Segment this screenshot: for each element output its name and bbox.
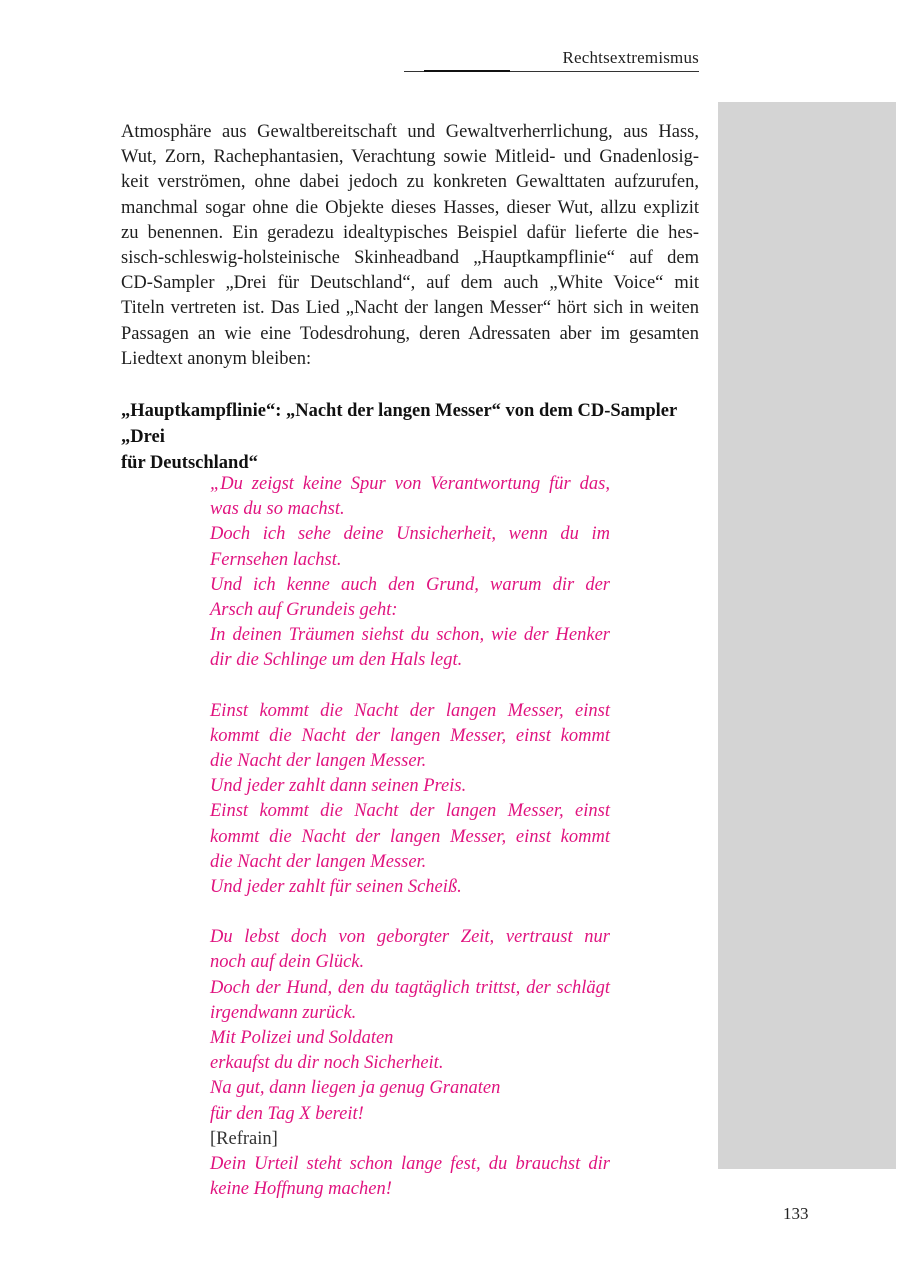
lyric-line: Und ich kenne auch den Grund, warum dir der — [210, 574, 610, 595]
lyric-line: erkaufst du dir noch Sicherheit. — [210, 1053, 444, 1074]
lyric-line: Einst kommt die Nacht der langen Messer, einst — [210, 801, 610, 822]
lyric-line: Mit Polizei und Soldaten — [210, 1028, 394, 1049]
lyric-line: irgendwann zurück. — [210, 1002, 357, 1023]
lyric-line: Arsch auf Grundeis geht: — [210, 600, 398, 621]
paragraph-line: sisch-schleswig-holsteinische Skinheadband „Hauptkampflinie“ auf dem — [121, 248, 699, 269]
section-heading — [121, 398, 701, 476]
paragraph-line: Atmosphäre aus Gewaltbereitschaft und Gewaltverherrlichung, aus Hass, — [121, 122, 699, 142]
lyric-line: Du lebst doch von geborgter Zeit, vertraust nur — [210, 927, 610, 948]
lyric-line: Und jeder zahlt dann seinen Preis. — [210, 776, 467, 797]
section-heading-line: „Hauptkampflinie“: „Nacht der langen Messer“ von dem CD-Sampler „Drei — [121, 401, 677, 447]
refrain-marker: [Refrain] — [210, 1128, 278, 1149]
running-head: Rechtsextremismus — [562, 48, 699, 67]
lyric-line: Dein Urteil steht schon lange fest, du brauchst dir — [210, 1154, 610, 1175]
lyric-line: was du so machst. — [210, 499, 345, 520]
paragraph-line: Passagen an wie eine Todesdrohung, deren Adressaten aber im gesamten — [121, 323, 699, 344]
lyric-line: Doch ich sehe deine Unsicherheit, wenn du im — [210, 524, 610, 545]
paragraph-line: Titeln vertreten ist. Das Lied „Nacht der langen Messer“ hört sich in weiten — [121, 298, 699, 319]
lyric-line: Doch der Hund, den du tagtäglich trittst, der schlägt — [210, 977, 610, 998]
lyrics-stanza-2 — [210, 699, 610, 901]
header-rule-accent — [424, 70, 510, 72]
paragraph-line: Wut, Zorn, Rachephantasien, Verachtung sowie Mitleid- und Gnadenlosig- — [121, 147, 699, 168]
margin-panel — [718, 102, 896, 1169]
lyric-line: kommt die Nacht der langen Messer, einst kommt — [210, 826, 610, 847]
lyric-line: Fernsehen lachst. — [210, 549, 342, 570]
lyric-line: Und jeder zahlt für seinen Scheiß. — [210, 877, 462, 898]
lyric-line: kommt die Nacht der langen Messer, einst kommt — [210, 725, 610, 746]
page-number: 133 — [783, 1204, 809, 1223]
lyric-line: „Du zeigst keine Spur von Verantwortung für das, — [210, 474, 610, 494]
lyric-line: Einst kommt die Nacht der langen Messer, einst — [210, 700, 610, 721]
lyric-line: die Nacht der langen Messer. — [210, 851, 427, 872]
lyric-line: dir die Schlinge um den Hals legt. — [210, 650, 463, 671]
paragraph-line: keit verströmen, ohne dabei jedoch zu konkreten Gewalttaten aufzurufen, — [121, 172, 699, 193]
section-heading-line: für Deutschland“ — [121, 453, 258, 473]
lyrics-stanza-1 — [210, 472, 610, 674]
lyrics-block — [210, 472, 610, 1227]
lyric-line: für den Tag X bereit! — [210, 1103, 364, 1124]
lyric-line: In deinen Träumen siehst du schon, wie der Henker — [210, 625, 610, 646]
lyrics-stanza-3 — [210, 925, 610, 1202]
paragraph-line: Liedtext anonym bleiben: — [121, 348, 312, 369]
lyric-line: noch auf dein Glück. — [210, 952, 365, 973]
lyric-line: keine Hoffnung machen! — [210, 1179, 392, 1200]
body-paragraph — [121, 120, 699, 372]
paragraph-line: zu benennen. Ein geradezu idealtypisches Beispiel dafür lieferte die hes- — [121, 222, 699, 243]
paragraph-line: manchmal sogar ohne die Objekte dieses Hasses, dieser Wut, allzu explizit — [121, 197, 699, 218]
paragraph-line: CD-Sampler „Drei für Deutschland“, auf dem auch „White Voice“ mit — [121, 273, 699, 294]
lyric-line: die Nacht der langen Messer. — [210, 751, 427, 772]
lyric-line: Na gut, dann liegen ja genug Granaten — [210, 1078, 501, 1099]
